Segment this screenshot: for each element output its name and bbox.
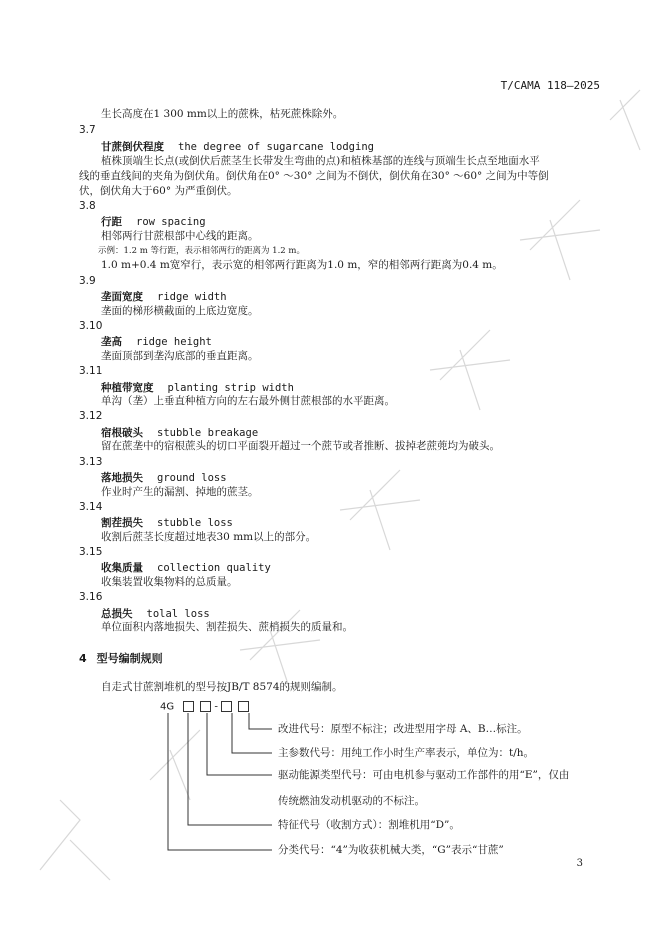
legend-line: 驱动能源类型代号：可由电机参与驱动工作部件的用“E”，仅由 (278, 769, 570, 781)
definition-line: 单沟（垄）上垂直种植方向的左右最外侧甘蔗根部的水平距离。 (101, 395, 395, 407)
model-prefix: 4G (160, 701, 175, 713)
term-cn: 行距 (101, 216, 122, 228)
definition-line: 伏，倒伏角大于60° 为严重倒伏。 (79, 185, 238, 197)
clause-number: 3.11 (79, 365, 103, 377)
definition-line: 线的垂直线间的夹角为倒伏角。倒伏角在0° ～30° 之间为不倒伏，倒伏角在30° ～60° 之间为中等倒 (79, 170, 549, 182)
definition-line: 垄面顶部到垄沟底部的垂直距离。 (101, 350, 259, 362)
definition-line: 植株顶端生长点(或倒伏后蔗茎生长带发生弯曲的点)和植株基部的连线与顶端生长点至地面水平 (101, 155, 540, 167)
term-cn: 甘蔗倒伏程度 (101, 141, 164, 153)
clause-number: 3.8 (79, 200, 96, 212)
term-cn: 收集质量 (101, 562, 143, 574)
model-dash: - (214, 701, 218, 713)
term-cn: 宿根破头 (101, 427, 143, 439)
term-cn: 垄高 (101, 336, 122, 348)
term-en: stubble loss (157, 517, 233, 529)
definition-line: 垄面的梯形横截面的上底边宽度。 (101, 305, 259, 317)
term-cn: 垄面宽度 (101, 291, 143, 303)
section-number: 4 (79, 652, 87, 665)
clause-number: 3.9 (79, 275, 96, 287)
clause-number: 3.16 (79, 591, 103, 603)
clause-number: 3.13 (79, 456, 103, 468)
term-en: ridge height (136, 336, 212, 348)
term-en: ground loss (157, 472, 227, 484)
term-en: row spacing (136, 216, 206, 228)
clause-number: 3.15 (79, 546, 103, 558)
legend-line: 改进代号：原型不标注；改进型用字母 A、B…标注。 (278, 723, 528, 735)
term-cn: 总损失 (101, 608, 133, 620)
legend-line: 分类代号：“4”为收获机械大类，“G”表示“甘蔗” (278, 844, 504, 856)
term-en: the degree of sugarcane lodging (178, 141, 374, 153)
term-en: ridge width (157, 291, 227, 303)
legend-line: 特征代号（收割方式）：割堆机用“D”。 (278, 819, 460, 831)
clause-number: 3.10 (79, 320, 103, 332)
term-cn: 种植带宽度 (101, 382, 154, 394)
definition-line: 收集装置收集物料的总质量。 (101, 576, 238, 588)
definition-line: 留在蔗垄中的宿根蔗头的切口平面裂开超过一个蔗节或者推断、拔掉老蔗蔸均为破头。 (101, 440, 500, 452)
definition-line: 1.0 m+0.4 m宽窄行，表示宽的相邻两行距离为1.0 m，窄的相邻两行距离为0.4 m。 (101, 259, 503, 271)
definition-line: 收割后蔗茎长度超过地表30 mm以上的部分。 (101, 531, 317, 543)
legend-line: 传统燃油发动机驱动的不标注。 (278, 795, 425, 807)
definition-line: 相邻两行甘蔗根部中心线的距离。 (101, 230, 259, 242)
definition-line: 单位面积内落地损失、割茬损失、蔗梢损失的质量和。 (101, 621, 353, 633)
term-cn: 割茬损失 (101, 517, 143, 529)
page-number: 3 (576, 858, 583, 869)
clause-number: 3.12 (79, 410, 103, 422)
term-en: stubble breakage (157, 427, 259, 439)
continuation-text: 生长高度在1 300 mm以上的蔗株，枯死蔗株除外。 (101, 108, 344, 120)
term-en: collection quality (157, 562, 271, 574)
section-intro: 自走式甘蔗割堆机的型号按JB/T 8574的规则编制。 (101, 681, 343, 693)
term-cn: 落地损失 (101, 472, 143, 484)
term-en: tolal loss (146, 608, 210, 620)
legend-line: 主参数代号：用纯工作小时生产率表示，单位为：t/h。 (278, 747, 535, 759)
definition-line: 作业时产生的漏割、掉地的蔗茎。 (101, 486, 259, 498)
example-note: 示例：1.2 m 等行距，表示相邻两行的距离为 1.2 m。 (98, 246, 305, 256)
clause-number: 3.14 (79, 501, 103, 513)
clause-number: 3.7 (79, 124, 96, 136)
section-title: 型号编制规则 (96, 652, 163, 665)
standard-number: T/CAMA 118—2025 (500, 79, 600, 92)
term-en: planting strip width (167, 382, 294, 394)
